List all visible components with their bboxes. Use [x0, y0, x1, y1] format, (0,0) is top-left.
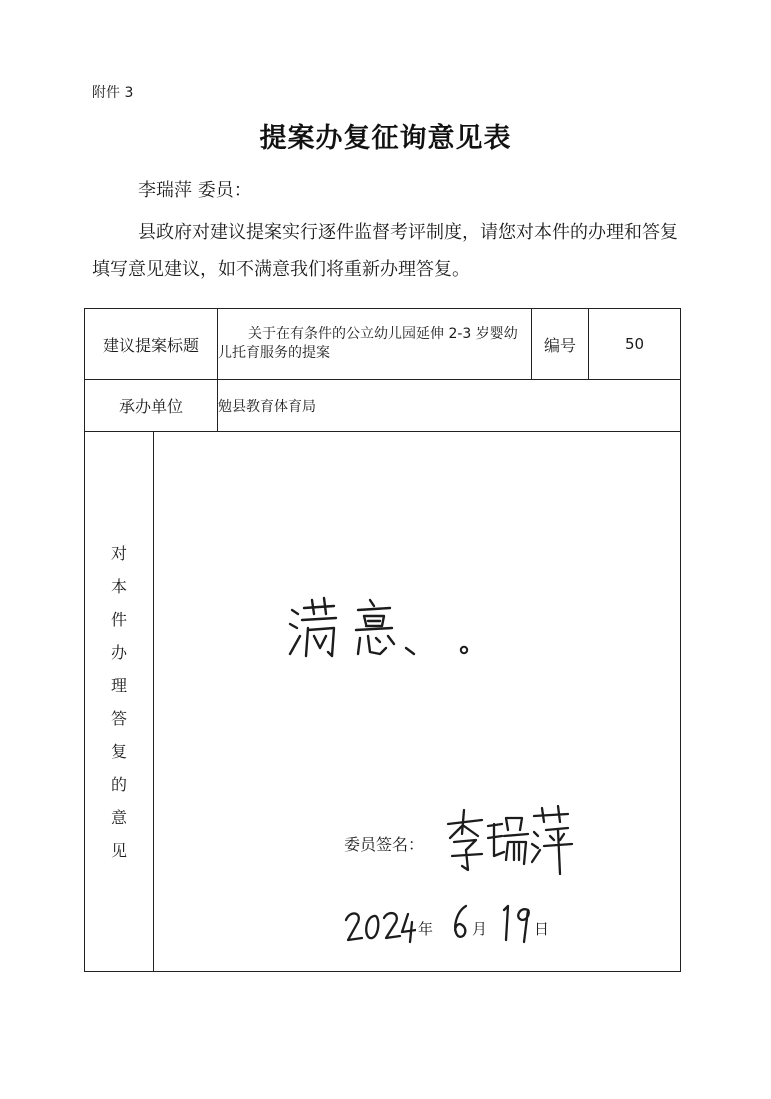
handwritten-opinion — [284, 592, 484, 672]
date-month-unit: 月 — [472, 920, 488, 938]
opinion-area — [154, 432, 681, 972]
date-year-unit: 年 — [418, 920, 434, 938]
handwritten-date-day — [500, 900, 534, 944]
signature-label: 委员签名： — [344, 835, 425, 854]
page-title: 提案办复征询意见表 — [259, 123, 512, 154]
handwritten-date-month — [450, 902, 472, 942]
proposal-title-label: 建议提案标题 — [85, 309, 218, 380]
attachment-label: 附件 3 — [92, 85, 134, 101]
number-label: 编号 — [532, 309, 589, 380]
handwritten-date-year — [344, 906, 416, 946]
number-value: 50 — [589, 309, 681, 380]
letter-body: 县政府对建议提案实行逐件监督考评制度，请您对本件的办理和答复填写意见建议，如不满意我们将重新办理答复。 — [92, 222, 678, 280]
handwritten-signature — [442, 804, 577, 876]
opinion-form-table — [84, 308, 681, 972]
opinion-label: 对 本 件 办 理 答 复 的 意 见 — [85, 432, 154, 972]
salutation: 李瑞萍 委员： — [138, 180, 252, 201]
unit-value: 勉县教育体育局 — [218, 380, 681, 432]
proposal-title-value: 关于在有条件的公立幼儿园延伸 2-3 岁婴幼儿托育服务的提案 — [218, 309, 532, 380]
date-day-unit: 日 — [534, 920, 550, 938]
unit-label: 承办单位 — [85, 380, 218, 432]
